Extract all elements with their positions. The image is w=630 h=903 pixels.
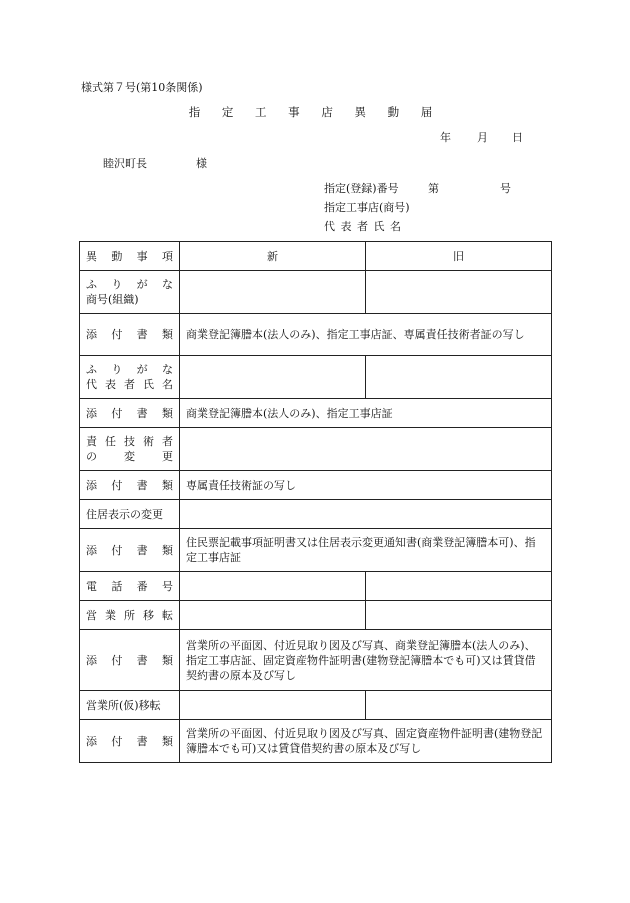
row-label xyxy=(80,691,180,720)
new-value-cell[interactable] xyxy=(180,271,366,314)
row-label xyxy=(80,572,180,601)
row-label-line: 添 付 書 類 xyxy=(86,653,173,667)
row-label-line: 電 話 番 号 xyxy=(86,579,173,593)
new-value-cell[interactable] xyxy=(180,601,366,630)
row-label xyxy=(80,529,180,572)
row-label-line: 住居表示の変更 xyxy=(86,507,163,521)
header-item-label: 異 動 事 項 xyxy=(86,249,173,263)
table-row xyxy=(80,356,552,399)
shop-name-label: 指定工事店(商号) xyxy=(324,201,410,214)
row-label xyxy=(80,720,180,763)
attachment-documents-text: 営業所の平面図、付近見取り図及び写真、商業登記簿謄本(法人のみ)、指定工事店証、固定資産物件証明書(建物登記簿謄本でも可)又は賃貸借契約書の原本及び写し xyxy=(180,630,552,691)
old-value-cell[interactable] xyxy=(366,271,552,314)
representative-label: 代 表 者 氏 名 xyxy=(324,220,402,233)
old-value-cell[interactable] xyxy=(366,356,552,399)
header-new: 新 xyxy=(180,242,366,271)
old-value-cell[interactable] xyxy=(366,572,552,601)
row-label-line: 添 付 書 類 xyxy=(86,478,173,492)
row-label xyxy=(80,500,180,529)
table-row xyxy=(80,529,552,572)
attachment-documents-text: 専属責任技術証の写し xyxy=(180,471,552,500)
table-row xyxy=(80,500,552,529)
table-header-row xyxy=(80,242,552,271)
new-value-cell[interactable] xyxy=(180,572,366,601)
row-label xyxy=(80,356,180,399)
table-row xyxy=(80,601,552,630)
table-row xyxy=(80,630,552,691)
old-value-cell[interactable] xyxy=(366,601,552,630)
row-label-line: の 変 更 xyxy=(86,450,173,463)
change-items-table xyxy=(79,241,552,763)
row-label xyxy=(80,428,180,471)
attachment-documents-text: 営業所の平面図、付近見取り図及び写真、固定資産物件証明書(建物登記簿謄本でも可)又は賃貸借契約書の原本及び写し xyxy=(180,720,552,763)
old-value-cell[interactable] xyxy=(366,691,552,720)
table-row xyxy=(80,691,552,720)
row-label-line: 責 任 技 術 者 xyxy=(86,435,173,448)
row-label xyxy=(80,471,180,500)
attachment-documents-text: 商業登記簿謄本(法人のみ)、指定工事店証、専属責任技術者証の写し xyxy=(180,314,552,356)
new-value-cell[interactable] xyxy=(180,356,366,399)
table-row xyxy=(80,399,552,428)
header-item xyxy=(80,242,180,271)
row-label xyxy=(80,314,180,356)
registration-dai: 第 xyxy=(428,182,439,195)
row-label xyxy=(80,630,180,691)
date-month: 月 xyxy=(477,131,488,144)
row-label-line: 営業所(仮)移転 xyxy=(86,698,161,712)
row-label-line: 添 付 書 類 xyxy=(86,406,173,420)
date-day: 日 xyxy=(512,131,523,144)
table-row xyxy=(80,471,552,500)
row-label-line: ふ り が な xyxy=(86,363,173,376)
table-row xyxy=(80,428,552,471)
addressee-name: 睦沢町長 xyxy=(103,157,147,170)
attachment-documents-text: 住民票記載事項証明書又は住居表示変更通知書(商業登記簿謄本可)、指定工事店証 xyxy=(180,529,552,572)
table-row xyxy=(80,271,552,314)
value-cell[interactable] xyxy=(180,428,552,471)
form-title: 指 定 工 事 店 異 動 届 xyxy=(188,105,442,119)
row-label xyxy=(80,601,180,630)
row-label-line: 代 表 者 氏 名 xyxy=(86,378,173,391)
form-reference: 様式第７号(第10条関係) xyxy=(81,81,203,94)
date-year: 年 xyxy=(440,131,451,144)
new-value-cell[interactable] xyxy=(180,691,366,720)
table-row xyxy=(80,572,552,601)
table-row xyxy=(80,314,552,356)
registration-go: 号 xyxy=(500,182,511,195)
row-label xyxy=(80,271,180,314)
row-label-line: 添 付 書 類 xyxy=(86,543,173,557)
registration-number-label: 指定(登録)番号 xyxy=(324,182,399,195)
table-row xyxy=(80,720,552,763)
row-label xyxy=(80,399,180,428)
header-old: 旧 xyxy=(366,242,552,271)
row-label-line: ふ り が な xyxy=(86,278,173,291)
addressee-honorific: 様 xyxy=(196,157,207,170)
row-label-line: 添 付 書 類 xyxy=(86,734,173,748)
row-label-line: 営 業 所 移 転 xyxy=(86,608,173,622)
row-label-line: 商号(組織) xyxy=(86,293,139,306)
value-cell[interactable] xyxy=(180,500,552,529)
attachment-documents-text: 商業登記簿謄本(法人のみ)、指定工事店証 xyxy=(180,399,552,428)
row-label-line: 添 付 書 類 xyxy=(86,328,173,341)
